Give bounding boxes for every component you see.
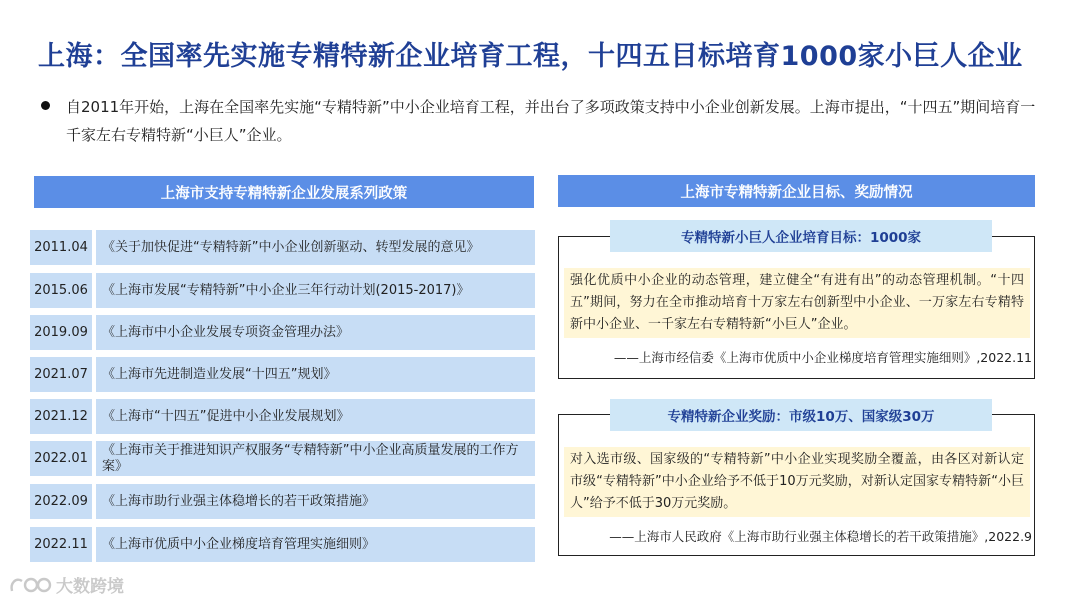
policy-date: 2022.11 [30,527,92,562]
policy-title: 《上海市优质中小企业梯度培育管理实施细则》 [96,527,535,562]
reward-source: ——上海市人民政府《上海市助行业强主体稳增长的若干政策措施》,2022.9 [609,529,1032,544]
policy-title: 《上海市发展“专精特新”中小企业三年行动计划(2015-2017)》 [96,273,535,308]
policy-title: 《上海市“十四五”促进中小企业发展规划》 [96,399,535,434]
policy-title: 《关于加快促进“专精特新”中小企业创新驱动、转型发展的意见》 [96,230,535,265]
policy-row [30,527,535,562]
policy-date: 2015.06 [30,273,92,308]
policy-row [30,273,535,308]
goal-source: ——上海市经信委《上海市优质中小企业梯度培育管理实施细则》,2022.11 [613,350,1032,365]
policy-row [30,399,535,434]
policy-date: 2021.07 [30,357,92,392]
policy-title: 《上海市关于推进知识产权服务“专精特新”中小企业高质量发展的工作方案》 [96,441,535,476]
policy-row [30,357,535,392]
goal-tag: 专精特新小巨人企业培育目标：1000家 [610,220,992,252]
logo-text: 大数跨境 [56,577,124,597]
policy-row [30,484,535,519]
intro-text: 自2011年开始，上海在全国率先实施“专精特新”中小企业培育工程，并出台了多项政策支持中小企业创新发展。上海市提出，“十四五”期间培育一千家左右专精特新“小巨人”企业。 [66,98,1036,144]
policy-row [30,230,535,265]
policy-row [30,441,535,476]
policy-date: 2021.12 [30,399,92,434]
policy-row [30,315,535,350]
policy-date: 2011.04 [30,230,92,265]
policy-date: 2019.09 [30,315,92,350]
policy-title: 《上海市中小企业发展专项资金管理办法》 [96,315,535,350]
reward-tag: 专精特新企业奖励：市级10万、国家级30万 [610,399,992,431]
page-title: 上海：全国率先实施专精特新企业培育工程，十四五目标培育1000家小巨人企业 [38,41,1023,72]
policy-title: 《上海市助行业强主体稳增长的若干政策措施》 [96,484,535,519]
targets-rewards-header: 上海市专精特新企业目标、奖励情况 [558,175,1035,207]
bullet-dot [41,101,50,110]
policy-date: 2022.01 [30,441,92,476]
logo [8,572,124,597]
logo-icon [8,573,52,597]
policy-list-header: 上海市支持专精特新企业发展系列政策 [34,176,534,208]
policy-title: 《上海市先进制造业发展“十四五”规划》 [96,357,535,392]
reward-body: 对入选市级、国家级的“专精特新”中小企业实现奖励全覆盖，由各区对新认定市级“专精特新”中小企业给予不低于10万元奖励，对新认定国家专精特新“小巨人”给予不低于30万元奖励。 [564,447,1030,517]
goal-body: 强化优质中小企业的动态管理，建立健全“有进有出”的动态管理机制。“十四五”期间，努力在全市推动培育十万家左右创新型中小企业、一万家左右专精特新中小企业、一千家左右专精特新“小巨人”企业。 [564,268,1030,338]
policy-date: 2022.09 [30,484,92,519]
